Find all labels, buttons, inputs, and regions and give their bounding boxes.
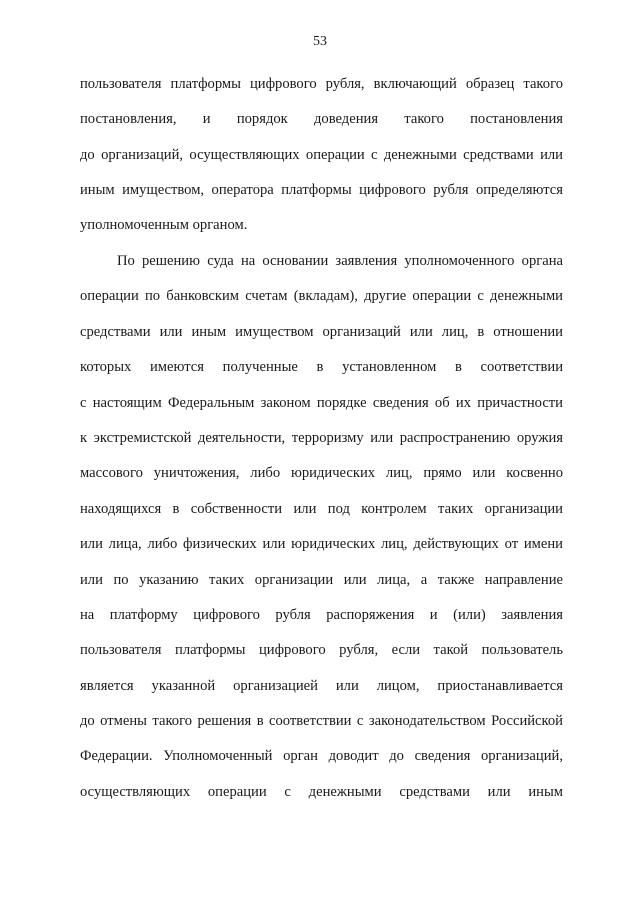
text-line: постановления, и порядок доведения такого постановления <box>80 111 563 127</box>
text-line: Федерации. Уполномоченный орган доводит до сведения организаций, <box>80 748 563 764</box>
text-line: иным имуществом, оператора платформы цифрового рубля определяются <box>80 182 563 198</box>
text-line: на платформу цифрового рубля распоряжения и (или) заявления <box>80 607 563 623</box>
text-line: пользователя платформы цифрового рубля, включающий образец такого <box>80 76 563 92</box>
text-line: находящихся в собственности или под контролем таких организации <box>80 501 563 517</box>
text-line: до отмены такого решения в соответствии с законодательством Российской <box>80 713 563 729</box>
text-line: или лица, либо физических или юридических лиц, действующих от имени <box>80 536 563 552</box>
text-line: массового уничтожения, либо юридических лиц, прямо или косвенно <box>80 465 563 481</box>
text-line: пользователя платформы цифрового рубля, если такой пользователь <box>80 642 563 658</box>
text-line: к экстремистской деятельности, терроризму или распространению оружия <box>80 430 563 446</box>
text-line: осуществляющих операции с денежными средствами или иным <box>80 784 563 800</box>
text-line: с настоящим Федеральным законом порядке сведения об их причастности <box>80 395 563 411</box>
page-number: 53 <box>313 34 327 49</box>
text-line: до организаций, осуществляющих операции с денежными средствами или <box>80 147 563 163</box>
text-line: или по указанию таких организации или лица, а также направление <box>80 572 563 588</box>
text-line: является указанной организацией или лицом, приостанавливается <box>80 678 563 694</box>
text-line: уполномоченным органом. <box>80 217 248 233</box>
text-line: которых имеются полученные в установленном в соответствии <box>80 359 563 375</box>
text-line: По решению суда на основании заявления уполномоченного органа <box>117 253 563 269</box>
text-line: операции по банковским счетам (вкладам), другие операции с денежными <box>80 288 563 304</box>
text-line: средствами или иным имуществом организаций или лиц, в отношении <box>80 324 563 340</box>
